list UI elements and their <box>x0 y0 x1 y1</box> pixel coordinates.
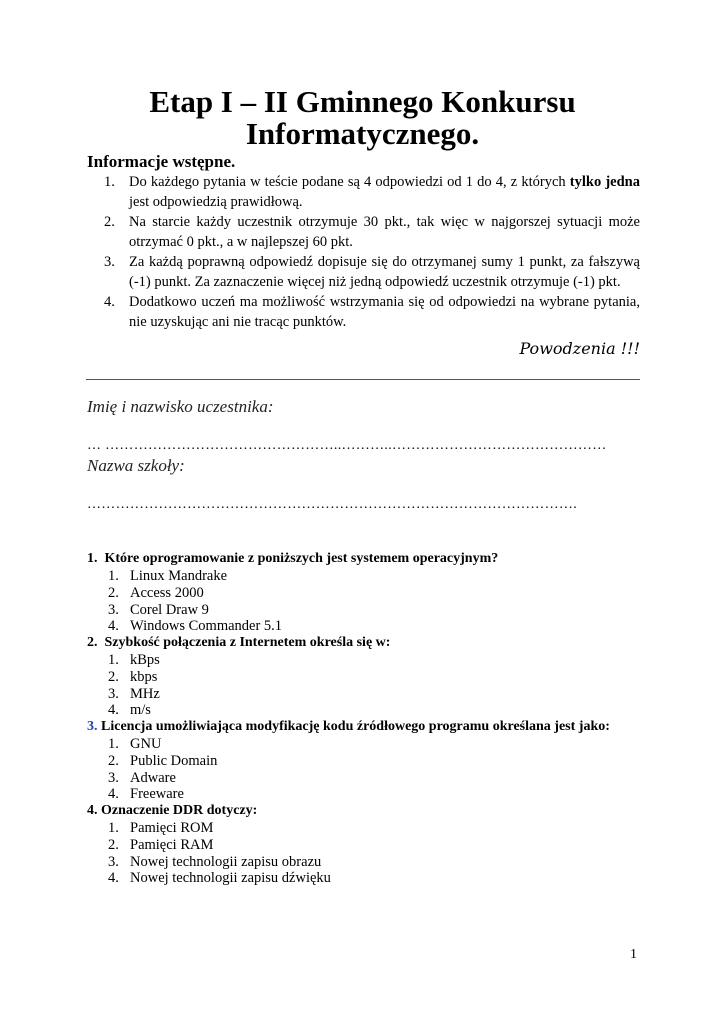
info-item <box>104 292 640 332</box>
answer-option[interactable]: 3. MHz <box>108 685 160 702</box>
question-3-answers <box>108 736 217 803</box>
question-3-title <box>87 719 610 735</box>
question-number: 2. <box>87 635 98 650</box>
answer-option[interactable]: 1. GNU <box>108 736 162 752</box>
divider <box>86 379 640 380</box>
answer-option[interactable]: 4. Freeware <box>108 786 184 803</box>
question-number: 3. <box>87 719 98 734</box>
info-item-text: Do każdego pytania w teście podane są 4 odpowiedzi od 1 do 4, z których tylko jedna jest odpowiedzią prawidłową. <box>129 174 640 210</box>
info-item-number: 2. <box>104 214 115 230</box>
participant-name-field[interactable]: … …………………………………………..………..……………………………………… <box>87 438 607 453</box>
answer-option[interactable]: 1. Pamięci ROM <box>108 820 214 836</box>
title-line-1: Etap I – II Gminnego Konkursu <box>149 84 576 119</box>
answer-option[interactable]: 2. Access 2000 <box>108 584 204 601</box>
good-luck-text: Powodzenia !!! <box>519 339 640 358</box>
question-text: Oznaczenie DDR dotyczy: <box>101 803 258 818</box>
info-item-text: Na starcie każdy uczestnik otrzymuje 30 pkt., tak więc w najgorszej sytuacji może otrzymać 0 pkt., a w najlepszej 60 pkt. <box>129 214 640 250</box>
answer-option[interactable]: 1. kBps <box>108 652 160 668</box>
info-item <box>104 212 640 252</box>
participant-name-label: Imię i nazwisko uczestnika: <box>87 397 274 416</box>
school-name-label: Nazwa szkoły: <box>87 456 185 475</box>
question-text: Szybkość połączenia z Internetem określa się w: <box>104 635 391 650</box>
page-title <box>0 86 725 150</box>
answer-option[interactable]: 4. Windows Commander 5.1 <box>108 618 283 635</box>
info-item-text: Dodatkowo uczeń ma możliwość wstrzymania się od odpowiedzi na wybrane pytania, nie uzyskując ani nie tracąc punktów. <box>129 294 640 330</box>
question-2-answers <box>108 652 160 719</box>
question-2-title <box>87 635 390 651</box>
info-heading: Informacje wstępne. <box>87 152 236 171</box>
question-1-title <box>87 551 498 567</box>
answer-option[interactable]: 3. Nowej technologii zapisu obrazu <box>108 853 322 870</box>
question-4-title <box>87 803 257 819</box>
info-item-number: 3. <box>104 254 115 270</box>
question-text: Które oprogramowanie z poniższych jest systemem operacyjnym? <box>104 551 499 566</box>
info-item-text: Za każdą poprawną odpowiedź dopisuje się do otrzymanej sumy 1 punkt, za fałszywą (-1) punkt. Za zaznaczenie więcej niż jedną odpowiedź uczestnik otrzymuje (-1) pkt. <box>129 254 640 290</box>
answer-option[interactable]: 2. kbps <box>108 668 158 685</box>
info-item <box>104 252 640 292</box>
emphasis-text: tylko jedna <box>569 174 640 190</box>
answer-option[interactable]: 2. Public Domain <box>108 752 218 769</box>
answer-option[interactable]: 1. Linux Mandrake <box>108 568 228 584</box>
question-text: Licencja umożliwiająca modyfikację kodu źródłowego programu określana jest jako: <box>101 719 610 734</box>
title-line-2: Informatycznego. <box>245 116 480 151</box>
info-item <box>104 172 640 212</box>
info-item-number: 1. <box>104 174 115 190</box>
school-name-field[interactable]: …………………………………………………………………………………………. <box>87 497 577 512</box>
question-number: 1. <box>87 551 98 566</box>
info-item-number: 4. <box>104 294 115 310</box>
question-1-answers <box>108 568 282 635</box>
question-number: 4. <box>87 803 98 818</box>
answer-option[interactable]: 2. Pamięci RAM <box>108 836 214 853</box>
answer-option[interactable]: 3. Adware <box>108 769 176 786</box>
info-list <box>104 172 640 332</box>
answer-option[interactable]: 4. m/s <box>108 702 151 719</box>
question-4-answers <box>108 820 331 887</box>
answer-option[interactable]: 4. Nowej technologii zapisu dźwięku <box>108 870 331 887</box>
answer-option[interactable]: 3. Corel Draw 9 <box>108 601 209 618</box>
page-number: 1 <box>630 947 637 962</box>
